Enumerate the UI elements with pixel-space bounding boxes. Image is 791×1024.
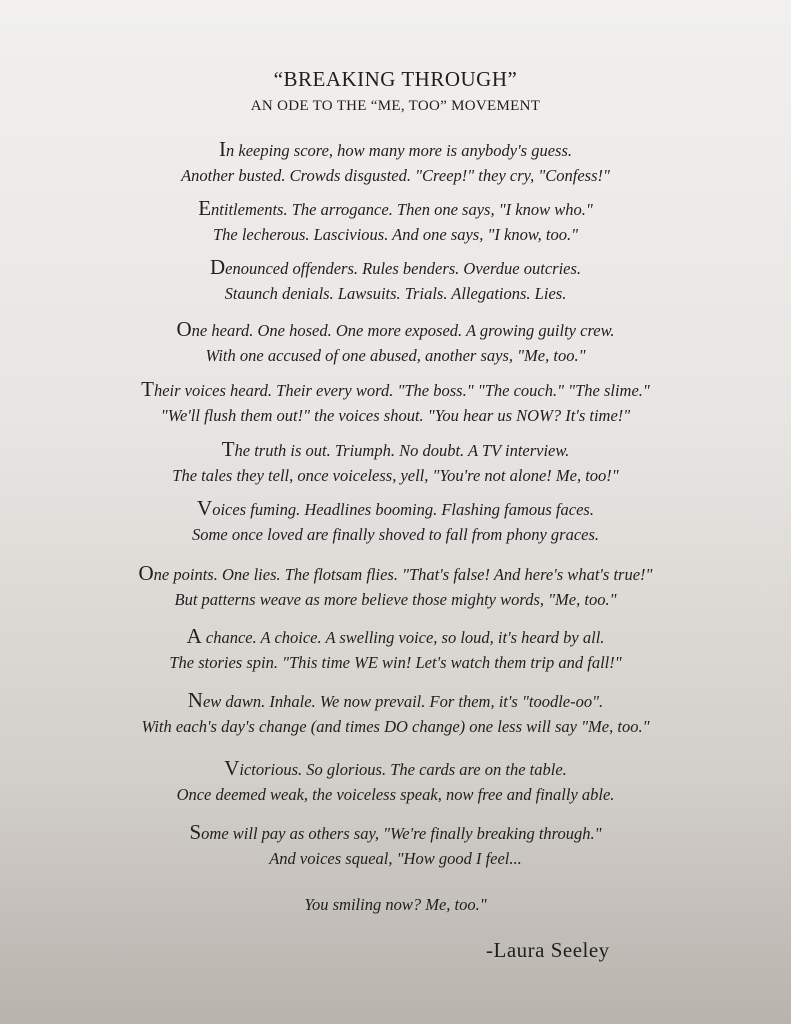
stanza-3 <box>0 255 791 306</box>
drop-cap: A <box>186 624 202 648</box>
stanza-line: In keeping score, how many more is anybody's guess. <box>219 137 572 161</box>
drop-cap: S <box>189 820 202 844</box>
poem-subtitle: AN ODE TO THE “ME, TOO” MOVEMENT <box>250 98 541 114</box>
drop-cap: V <box>224 756 240 780</box>
drop-cap: N <box>187 688 203 712</box>
stanza-line: With each's day's change (and times DO change) one less will say "Me, too." <box>141 717 650 736</box>
stanza-line: The tales they tell, once voiceless, yell, "You're not alone! Me, too!" <box>172 466 619 485</box>
stanza-line: Some once loved are finally shoved to fall from phony graces. <box>191 525 600 544</box>
stanza-line: Denounced offenders. Rules benders. Overdue outcries. <box>209 255 582 279</box>
stanza-line: Once deemed weak, the voiceless speak, now free and finally able. <box>176 785 615 804</box>
stanza-line: Entitlements. The arrogance. Then one says, "I know who." <box>198 196 593 220</box>
author-signature: -Laura Seeley <box>486 938 610 962</box>
stanza-10 <box>0 688 791 739</box>
stanza-line: But patterns weave as more believe those mighty words, "Me, too." <box>174 590 617 609</box>
stanza-line: One heard. One hosed. One more exposed. A growing guilty crew. <box>176 317 615 341</box>
stanza-line: Their voices heard. Their every word. "The boss." "The couch." "The slime." <box>141 377 650 401</box>
stanza-2 <box>0 196 791 247</box>
stanza-line: One points. One lies. The flotsam flies. "That's false! And here's what's true!" <box>138 561 653 585</box>
drop-cap: E <box>198 196 212 220</box>
drop-cap: I <box>219 137 226 161</box>
stanza-line: And voices squeal, "How good I feel... <box>269 849 522 868</box>
stanza-line: Victorious. So glorious. The cards are on the table. <box>224 756 567 780</box>
stanza-line: Some will pay as others say, "We're finally breaking through." <box>189 820 602 844</box>
drop-cap: O <box>138 561 154 585</box>
stanza-5 <box>0 377 791 428</box>
stanza-1 <box>0 137 791 188</box>
stanza-line: Voices fuming. Headlines booming. Flashing famous faces. <box>197 496 594 520</box>
stanza-line: The stories spin. "This time WE win! Let's watch them trip and fall!" <box>169 653 622 672</box>
stanza-line: A chance. A choice. A swelling voice, so loud, it's heard by all. <box>186 624 605 648</box>
drop-cap: T <box>141 377 154 401</box>
drop-cap: V <box>197 496 213 520</box>
stanza-line: Staunch denials. Lawsuits. Trials. Allegations. Lies. <box>224 284 567 303</box>
drop-cap: T <box>221 437 235 461</box>
stanza-6 <box>0 437 791 488</box>
stanza-line: New dawn. Inhale. We now prevail. For them, it's "toodle-oo". <box>187 688 604 712</box>
closing-line: You smiling now? Me, too." <box>304 895 487 914</box>
drop-cap: O <box>176 317 192 341</box>
stanza-11 <box>0 756 791 807</box>
stanza-8 <box>0 561 791 612</box>
poem-title: “BREAKING THROUGH” <box>273 67 518 91</box>
stanza-9 <box>0 624 791 675</box>
stanza-line: The truth is out. Triumph. No doubt. A TV interview. <box>221 437 570 461</box>
stanza-line: Another busted. Crowds disgusted. "Creep!" they cry, "Confess!" <box>181 166 610 185</box>
stanza-12 <box>0 820 791 871</box>
stanza-line: The lecherous. Lascivious. And one says, "I know, too." <box>212 225 579 244</box>
stanza-line: With one accused of one abused, another says, "Me, too." <box>205 346 586 365</box>
stanza-line: "We'll flush them out!" the voices shout. "You hear us NOW? It's time!" <box>160 406 631 425</box>
stanza-7 <box>0 496 791 547</box>
drop-cap: D <box>209 255 226 279</box>
stanza-4 <box>0 317 791 368</box>
